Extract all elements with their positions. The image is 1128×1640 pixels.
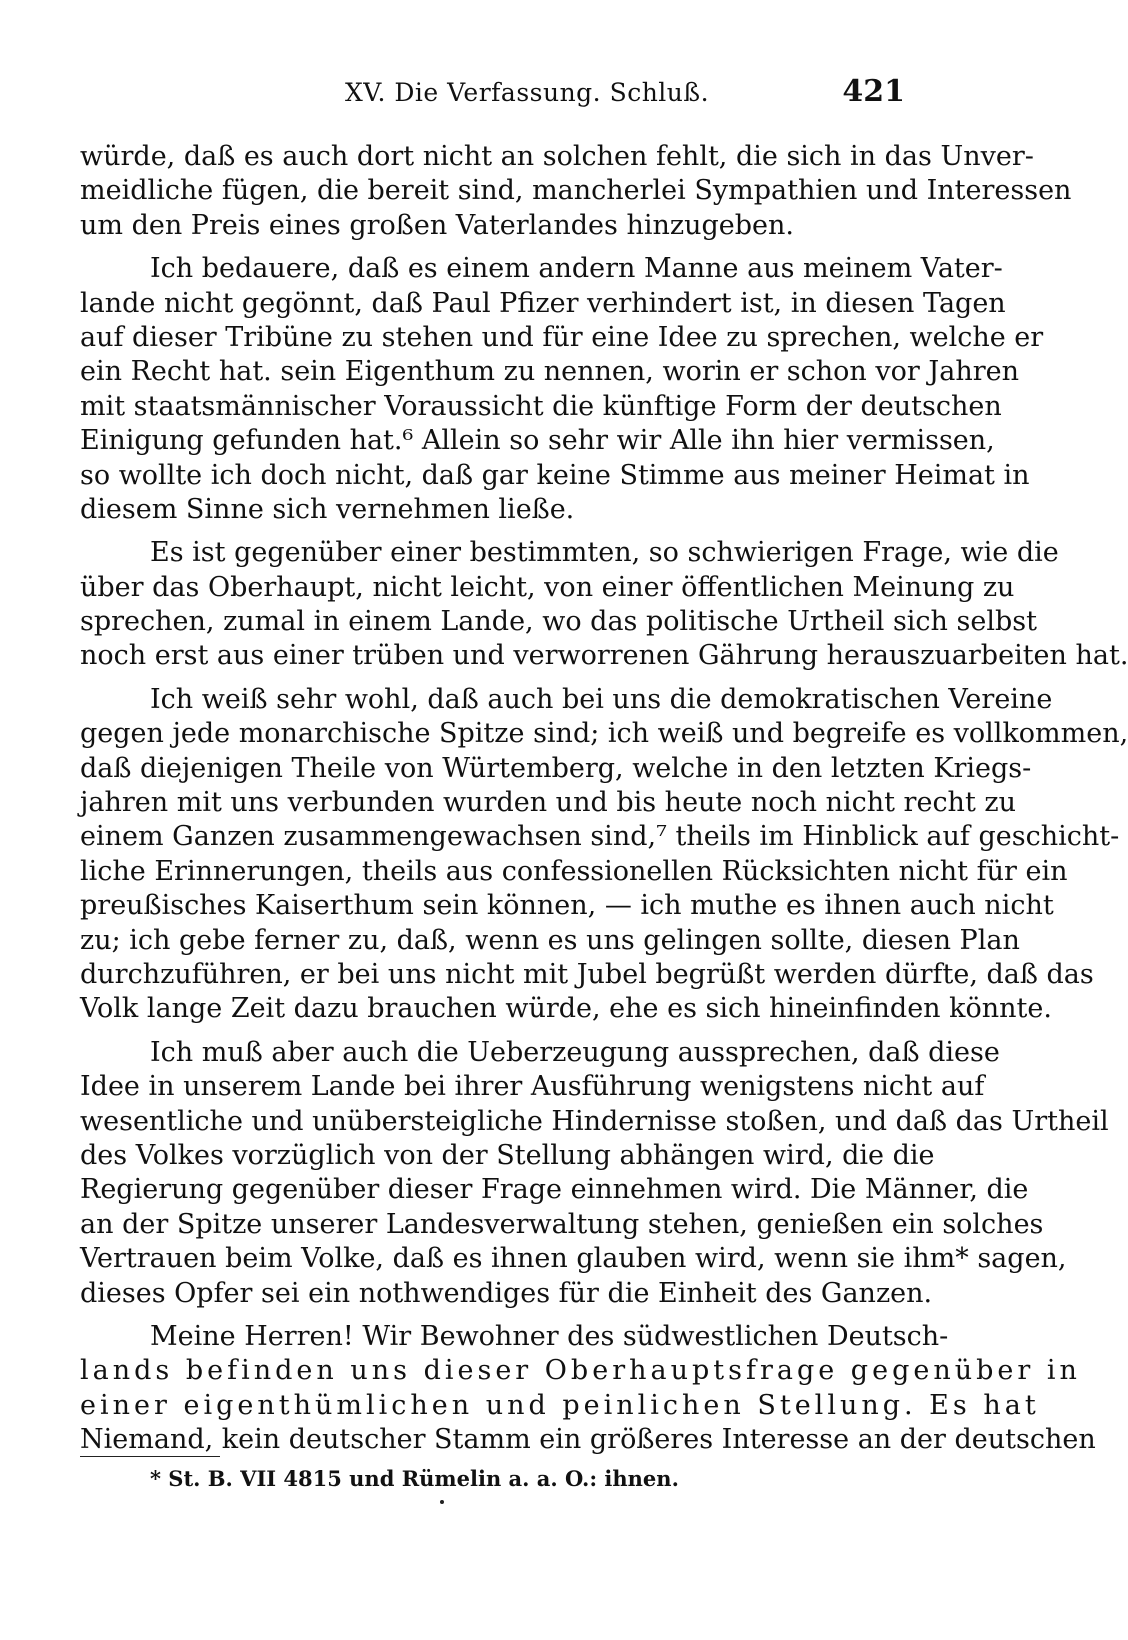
text-line: Volk lange Zeit dazu brauchen würde, ehe es sich hineinfinden könnte. (80, 993, 1052, 1025)
body-text (80, 140, 1128, 1457)
text-line: daß diejenigen Theile von Würtemberg, welche in den letzten Kriegs- (80, 752, 1032, 784)
text-line: Es ist gegenüber einer bestimmten, so schwierigen Frage, wie die (150, 537, 1059, 569)
text-line: Ich weiß sehr wohl, daß auch bei uns die demokratischen Vereine (150, 683, 1053, 715)
text-line: diesem Sinne sich vernehmen ließe. (80, 493, 575, 525)
text-line: preußisches Kaiserthum sein können, — ich muthe es ihnen auch nicht (80, 890, 1054, 922)
text-line: Vertrauen beim Volke, daß es ihnen glauben wird, wenn sie ihm* sagen, (80, 1243, 1067, 1275)
text-line: mit staatsmännischer Voraussicht die künftige Form der deutschen (80, 390, 1002, 422)
text-line: einem Ganzen zusammengewachsen sind,⁷ theils im Hinblick auf geschicht- (80, 821, 1120, 853)
footnote: * St. B. VII 4815 und Rümelin a. a. O.: ihnen. (150, 1466, 679, 1491)
text-line: über das Oberhaupt, nicht leicht, von einer öffentlichen Meinung zu (80, 571, 1015, 603)
text-line: lande nicht gegönnt, daß Paul Pfizer verhindert ist, in diesen Tagen (80, 287, 1006, 319)
text-line: wesentliche und unübersteigliche Hindernisse stoßen, und daß das Urtheil (80, 1105, 1109, 1137)
text-line: dieses Opfer sei ein nothwendiges für die Einheit des Ganzen. (80, 1277, 933, 1309)
text-line: Meine Herren! Wir Bewohner des südwestlichen Deutsch- (150, 1320, 949, 1352)
text-line: Ich bedauere, daß es einem andern Manne aus meinem Vater- (150, 253, 1003, 285)
text-line: meidliche fügen, die bereit sind, mancherlei Sympathien und Interessen (80, 175, 1072, 207)
text-line: auf dieser Tribüne zu stehen und für eine Idee zu sprechen, welche er (80, 321, 1044, 353)
text-line: jahren mit uns verbunden wurden und bis heute noch nicht recht zu (80, 787, 1016, 819)
text-line: sprechen, zumal in einem Lande, wo das politische Urtheil sich selbst (80, 606, 1037, 638)
text-line: an der Spitze unserer Landesverwaltung stehen, genießen ein solches (80, 1208, 1044, 1240)
text-line: Einigung gefunden hat.⁶ Allein so sehr wir Alle ihn hier vermissen, (80, 425, 995, 457)
text-line: Idee in unserem Lande bei ihrer Ausführung wenigstens nicht auf (80, 1071, 985, 1103)
text-line: zu; ich gebe ferner zu, daß, wenn es uns gelingen sollte, diesen Plan (80, 924, 1020, 956)
text-line: liche Erinnerungen, theils aus confessionellen Rücksichten nicht für ein (80, 855, 1068, 887)
text-line: Ich muß aber auch die Ueberzeugung aussprechen, daß diese (150, 1036, 1000, 1068)
text-line: so wollte ich doch nicht, daß gar keine Stimme aus meiner Heimat in (80, 459, 1030, 491)
text-line: des Volkes vorzüglich von der Stellung abhängen wird, die die (80, 1139, 935, 1171)
text-line: Niemand, kein deutscher Stamm ein größeres Interesse an der deutschen (80, 1424, 1096, 1456)
text-line: noch erst aus einer trüben und verworrenen Gährung herauszuarbeiten hat. (80, 640, 1128, 672)
text-line: würde, daß es auch dort nicht an solchen fehlt, die sich in das Unver- (80, 141, 1034, 172)
ink-speck (440, 1500, 444, 1504)
text-line: gegen jede monarchische Spitze sind; ich weiß und begreife es vollkommen, (80, 718, 1128, 750)
page-number: 421 (842, 74, 905, 109)
text-line: durchzuführen, er bei uns nicht mit Jubel begrüßt werden dürfte, daß das (80, 958, 1094, 990)
text-line: um den Preis eines großen Vaterlandes hinzugeben. (80, 209, 794, 241)
text-line: lands befinden uns dieser Oberhauptsfrage gegenüber in (80, 1355, 1081, 1387)
running-head: XV. Die Verfassung. Schluß. (345, 78, 710, 107)
text-line: ein Recht hat. sein Eigenthum zu nennen, worin er schon vor Jahren (80, 356, 1019, 388)
text-line: Regierung gegenüber dieser Frage einnehmen wird. Die Männer, die (80, 1174, 1029, 1206)
footnote-rule (80, 1456, 220, 1457)
text-line: einer eigenthümlichen und peinlichen Stellung. Es hat (80, 1389, 1040, 1421)
